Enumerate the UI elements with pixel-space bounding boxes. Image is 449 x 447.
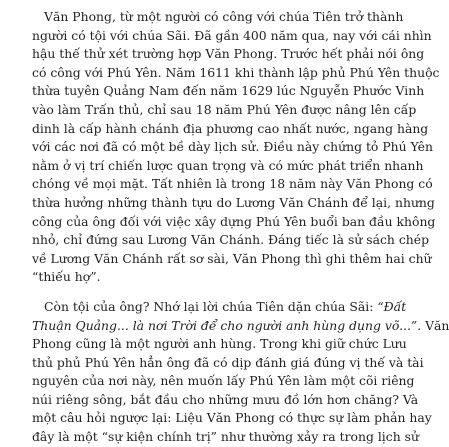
paragraph-2 — [32, 298, 449, 447]
text-line: có công với Phú Yên. Năm 1611 khi thành lập phủ Phú Yên thuộc — [32, 64, 440, 80]
paragraph-gap — [32, 287, 385, 298]
text-line: một câu hỏi ngược lại: Liệu Văn Phong có thực sự làm phản hay — [32, 410, 432, 426]
text-segment: Văn — [421, 317, 449, 333]
text-line: về Lương Văn Chánh rất sơ sài, Văn Phong thì ghi thêm hai chữ — [32, 250, 432, 266]
text-line: Phong cũng là một người anh hùng. Trong khi giữ chức Lưu — [32, 336, 407, 352]
text-line: công của ông đối với việc xây dựng Phú Yên buổi ban đầu không — [32, 213, 436, 229]
text-line: thừa hưởng những thành tựu do Lương Văn Chánh để lại, nhưng — [32, 194, 435, 210]
text-segment: Còn tội của ông? Nhớ lại lời chúa Tiên dặn chúa Sãi: — [44, 298, 378, 314]
text-line: nằm ở vị trí chiến lược quan trọng và có mức phát triển nhanh — [32, 157, 424, 173]
text-line: nhỏ, chỉ đứng sau Lương Văn Chánh. Đáng tiếc là sử sách chép — [32, 232, 430, 248]
text-line — [32, 298, 407, 317]
text-line: người có tội với chúa Sãi. Đã gần 400 năm qua, nay với cái nhìn — [32, 27, 432, 43]
quote-segment: “Đất — [377, 298, 407, 314]
text-line: nguyên của nơi này, nên muốn lấy Phú Yên làm một cõi riêng — [32, 373, 415, 389]
text-line: chóng về mọi mặt. Tất nhiên là trong 18 năm này Văn Phong có — [32, 176, 433, 192]
text-line: thủ phủ Phú Yên hẳn ông đã có dịp đánh giá đúng vị thế và tài — [32, 354, 424, 370]
text-line: núi riêng sông, bắt đầu cho những mưu đồ lớn hơn chăng? Và — [32, 391, 419, 407]
text-line: đây là một “sự kiện chính trị” như thường xảy ra trong lịch sử — [32, 429, 419, 445]
quote-segment: Thuận Quảng... là nơi Trời để cho người anh hùng dụng võ...”. — [32, 317, 422, 333]
paragraph-1 — [32, 8, 440, 287]
text-line: với các nơi đã có một bề dày lịch sử. Điều này chứng tỏ Phú Yên — [32, 139, 433, 155]
text-line: thừa tuyên Quảng Nam đến năm 1629 lúc Nguyễn Phước Vinh — [32, 83, 425, 99]
text-line: “thiếu hợ”. — [32, 269, 101, 285]
text-line: dinh là cấp hành chánh địa phương cao nhất nước, ngang hàng — [32, 120, 429, 136]
text-line: hậu thế thử xét trường hợp Văn Phong. Trước hết phải nói ông — [32, 46, 425, 62]
text-line: vào làm Trấn thủ, chỉ sau 18 năm Phú Yên được nâng lên cấp — [32, 101, 417, 117]
text-line — [32, 317, 449, 336]
text-line: Văn Phong, từ một người có công với chúa Tiên trở thành — [44, 9, 404, 24]
